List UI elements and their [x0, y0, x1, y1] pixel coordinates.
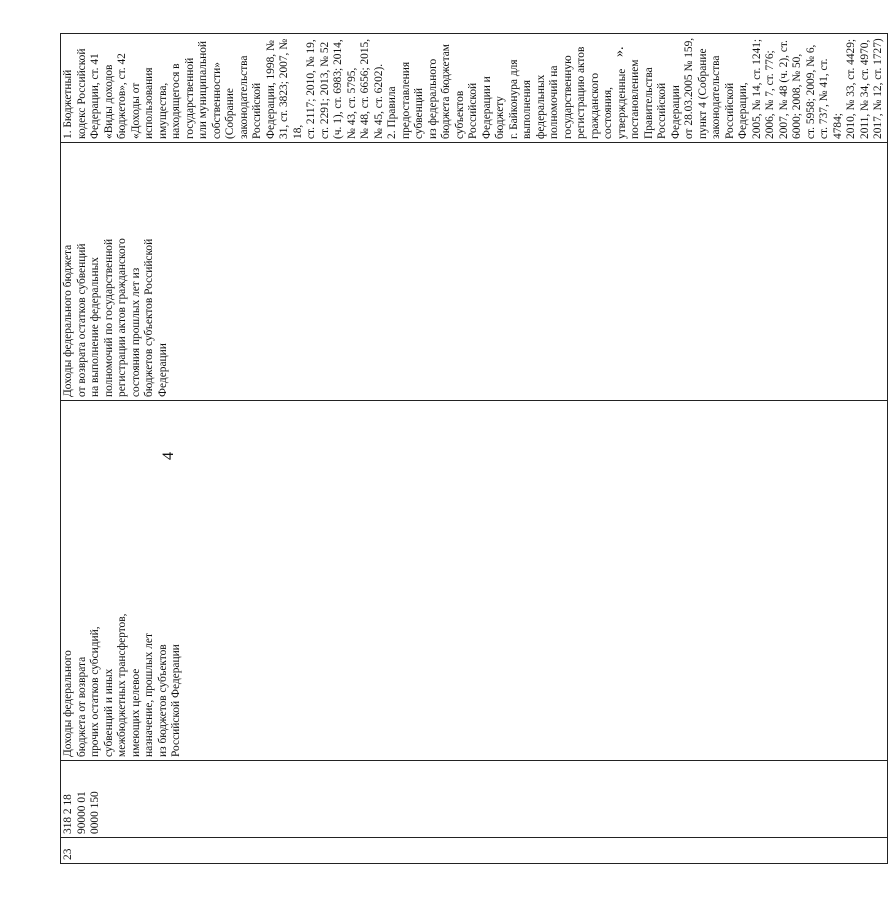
revenue-table: [60, 33, 888, 864]
table-row: [61, 34, 888, 864]
legal-basis-line: г. Байконура для выполнения федеральных: [507, 59, 547, 139]
legal-basis-cell: [61, 34, 888, 143]
legal-basis-line: (Собрание законодательства Российской: [224, 55, 263, 139]
legal-basis-line: 1. Бюджетный кодекс Российской: [62, 48, 88, 139]
budget-code: 318 2 18 90000 01 0000 150: [62, 791, 101, 834]
legal-basis-line: Федерации, ст. 41 «Виды доходов: [89, 53, 115, 139]
legal-basis-line: ст. 5958; 2009, № 6, ст. 737, № 41, ст. 4784;: [804, 44, 844, 139]
row-number-cell: [61, 838, 888, 864]
row-number: 23: [62, 848, 74, 860]
legal-basis-line: от 28.03.2005 № 159, пункт 4 (Собрание: [683, 37, 709, 139]
legal-basis-line: ст. 2117; 2010, № 19, ст. 2291; 2013, № 52: [305, 39, 331, 139]
revenue-name: Доходы федерального бюджета от возврата прочих остатков субсидий, субвенций и иных межбюджетных трансфертов, имеющих целевое назначение, прошлых лет из бюджетов субъектов Российской Федерации: [62, 613, 182, 757]
legal-basis-line: имущества, находящегося в государственной: [156, 57, 196, 139]
legal-basis-line: законодательства Российской Федерации,: [710, 55, 749, 139]
legal-basis-line: полномочий на государственную: [548, 55, 574, 139]
legal-basis-line: 2017, № 12, ст. 1727): [872, 38, 884, 139]
closing-quote-mark: ».: [612, 46, 627, 57]
legal-basis-line: № 48, ст. 6656; 2015, № 45, ст. 6202).: [359, 38, 385, 139]
legal-basis-text: [62, 37, 886, 139]
legal-basis-line: Правительства Российской Федерации: [642, 67, 682, 139]
legal-basis-line: регистрацию актов гражданского состояния,: [575, 46, 614, 139]
legal-basis-line: 2007, № 48 (ч. 2), ст. 6000; 2008, № 50,: [777, 40, 803, 139]
legal-basis-line: (ч. 1), ст. 6983; 2014, № 43, ст. 5795,: [332, 39, 358, 139]
legal-basis-line: из федерального бюджета бюджетам: [426, 44, 452, 139]
page-number: 4: [160, 452, 177, 460]
legal-basis-line: 2010, № 33, ст. 4429; 2011, № 34, ст. 4970,: [845, 38, 871, 139]
code-cell: [61, 761, 888, 838]
legal-basis-line: субъектов Российской Федерации и бюджету: [453, 76, 506, 139]
legal-basis-line: утвержденные постановлением: [615, 59, 641, 139]
legal-basis-line: 2. Правила предоставления субвенций: [386, 61, 425, 139]
legal-basis-line: или муниципальной собственности»: [197, 40, 223, 139]
legal-basis-line: 2005, № 14, ст. 1241; 2006, № 7, ст. 776;: [750, 38, 776, 139]
revenue-description: Доходы федерального бюджета от возврата остатков субвенций на выполнение федеральных полномочий по государственной регистрации актов гражданского состояния прошлых лет из бюджетов субъектов Российской Федерации: [62, 238, 169, 397]
legal-basis-line: Федерации, 1998, № 31, ст. 3823; 2007, № 18,: [264, 38, 304, 139]
description-cell: [61, 143, 888, 401]
name-cell: [61, 401, 888, 761]
legal-basis-line: бюджетов», ст. 42 «Доходы от использования: [116, 53, 155, 139]
